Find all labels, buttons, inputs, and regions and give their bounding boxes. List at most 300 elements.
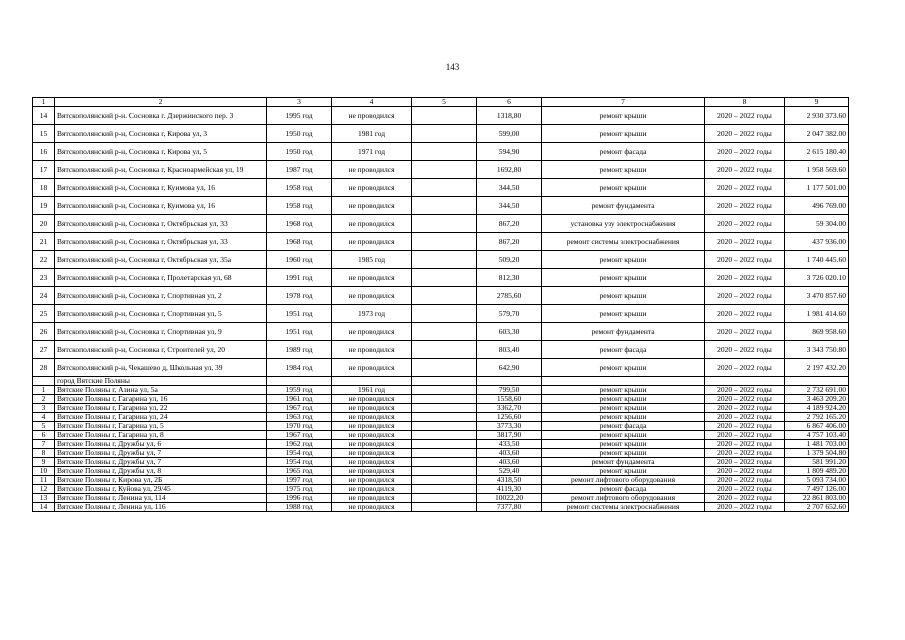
- row-number-cell: 12: [33, 485, 55, 494]
- cost-cell: 1 958 569.60: [785, 161, 849, 179]
- section-row: [33, 377, 849, 386]
- area-cell: 799,50: [477, 386, 542, 395]
- last-repair-cell: не проводился: [332, 467, 412, 476]
- column-5-cell: [412, 503, 477, 512]
- build-year-cell: 1995 год: [267, 107, 332, 125]
- column-5-cell: [412, 395, 477, 404]
- table-row: [33, 431, 849, 440]
- period-cell: 2020 – 2022 годы: [705, 251, 785, 269]
- address-cell: Вятскополянский р-н, Сосновка г, Пролетарская ул, 68: [55, 269, 267, 287]
- cost-cell: 3 726 020.10: [785, 269, 849, 287]
- address-cell: Вятские Поляны г, Кирова ул, 2Б: [55, 476, 267, 485]
- work-type-cell: ремонт крыши: [542, 440, 705, 449]
- table-row: [33, 107, 849, 125]
- address-cell: Вятские Поляны г, Дружбы ул, 7: [55, 458, 267, 467]
- area-cell: 579,70: [477, 305, 542, 323]
- build-year-cell: 1950 год: [267, 143, 332, 161]
- row-number-cell: 3: [33, 404, 55, 413]
- table-row: [33, 341, 849, 359]
- last-repair-cell: не проводился: [332, 341, 412, 359]
- area-cell: 7377,80: [477, 503, 542, 512]
- period-cell: 2020 – 2022 годы: [705, 233, 785, 251]
- table-row: [33, 215, 849, 233]
- row-number-cell: 15: [33, 125, 55, 143]
- period-cell: 2020 – 2022 годы: [705, 494, 785, 503]
- build-year-cell: 1968 год: [267, 215, 332, 233]
- period-cell: 2020 – 2022 годы: [705, 143, 785, 161]
- last-repair-cell: не проводился: [332, 215, 412, 233]
- table-row: [33, 422, 849, 431]
- last-repair-cell: 1985 год: [332, 251, 412, 269]
- cost-cell: 22 861 803.00: [785, 494, 849, 503]
- column-5-cell: [412, 449, 477, 458]
- last-repair-cell: не проводился: [332, 440, 412, 449]
- area-cell: 3817,90: [477, 431, 542, 440]
- row-number-cell: 28: [33, 359, 55, 377]
- build-year-cell: 1951 год: [267, 323, 332, 341]
- row-number-cell: 26: [33, 323, 55, 341]
- address-cell: Вятские Поляны г, Дружбы ул, 8: [55, 467, 267, 476]
- build-year-cell: 1967 год: [267, 431, 332, 440]
- address-cell: Вятскополянский р-н, Сосновка г, Спортивная ул, 9: [55, 323, 267, 341]
- work-type-cell: ремонт крыши: [542, 179, 705, 197]
- build-year-cell: 1958 год: [267, 197, 332, 215]
- cost-cell: 2 792 165.20: [785, 413, 849, 422]
- last-repair-cell: не проводился: [332, 233, 412, 251]
- section-spacer-cell: [33, 377, 55, 386]
- area-cell: 4318,50: [477, 476, 542, 485]
- address-cell: Вятские Поляны г, Гагарина ул, 16: [55, 395, 267, 404]
- section-empty-cell: [412, 377, 477, 386]
- period-cell: 2020 – 2022 годы: [705, 440, 785, 449]
- period-cell: 2020 – 2022 годы: [705, 422, 785, 431]
- build-year-cell: 1959 год: [267, 386, 332, 395]
- build-year-cell: 1954 год: [267, 449, 332, 458]
- table-row: [33, 305, 849, 323]
- period-cell: 2020 – 2022 годы: [705, 359, 785, 377]
- build-year-cell: 1978 год: [267, 287, 332, 305]
- cost-cell: 869 958.60: [785, 323, 849, 341]
- area-cell: 403,60: [477, 449, 542, 458]
- cost-cell: 3 470 857.60: [785, 287, 849, 305]
- area-cell: 642,90: [477, 359, 542, 377]
- cost-cell: 437 936.00: [785, 233, 849, 251]
- row-number-cell: 20: [33, 215, 55, 233]
- address-cell: Вятские Поляны г, Ленина ул, 114: [55, 494, 267, 503]
- build-year-cell: 1967 год: [267, 404, 332, 413]
- column-5-cell: [412, 107, 477, 125]
- address-cell: Вятские Поляны г, Гагарина ул, 8: [55, 431, 267, 440]
- last-repair-cell: не проводился: [332, 449, 412, 458]
- period-cell: 2020 – 2022 годы: [705, 215, 785, 233]
- build-year-cell: 1989 год: [267, 341, 332, 359]
- table-row: [33, 287, 849, 305]
- build-year-cell: 1965 год: [267, 467, 332, 476]
- header-cell: 6: [477, 98, 542, 107]
- last-repair-cell: не проводился: [332, 404, 412, 413]
- build-year-cell: 1951 год: [267, 305, 332, 323]
- work-type-cell: ремонт крыши: [542, 305, 705, 323]
- row-number-cell: 4: [33, 413, 55, 422]
- column-5-cell: [412, 233, 477, 251]
- cost-cell: 581 991.20: [785, 458, 849, 467]
- build-year-cell: 1984 год: [267, 359, 332, 377]
- work-type-cell: ремонт крыши: [542, 449, 705, 458]
- build-year-cell: 1987 год: [267, 161, 332, 179]
- period-cell: 2020 – 2022 годы: [705, 395, 785, 404]
- cost-cell: 1 809 489.20: [785, 467, 849, 476]
- column-5-cell: [412, 458, 477, 467]
- row-number-cell: 13: [33, 494, 55, 503]
- table-row: [33, 179, 849, 197]
- last-repair-cell: не проводился: [332, 413, 412, 422]
- address-cell: Вятскополянский р-н, Сосновка г, Строителей ул, 20: [55, 341, 267, 359]
- area-cell: 3362,70: [477, 404, 542, 413]
- last-repair-cell: не проводился: [332, 485, 412, 494]
- cost-cell: 2 707 652.60: [785, 503, 849, 512]
- column-5-cell: [412, 215, 477, 233]
- table-row: [33, 386, 849, 395]
- column-5-cell: [412, 143, 477, 161]
- row-number-cell: 27: [33, 341, 55, 359]
- section-empty-cell: [332, 377, 412, 386]
- address-cell: Вятские Поляны г, Дружбы ул, 7: [55, 449, 267, 458]
- area-cell: 1256,60: [477, 413, 542, 422]
- work-type-cell: ремонт крыши: [542, 107, 705, 125]
- address-cell: Вятские Поляны г, Гагарина ул, 24: [55, 413, 267, 422]
- area-cell: 599,00: [477, 125, 542, 143]
- row-number-cell: 11: [33, 476, 55, 485]
- period-cell: 2020 – 2022 годы: [705, 179, 785, 197]
- period-cell: 2020 – 2022 годы: [705, 341, 785, 359]
- row-number-cell: 14: [33, 503, 55, 512]
- column-5-cell: [412, 161, 477, 179]
- last-repair-cell: не проводился: [332, 323, 412, 341]
- build-year-cell: 1954 год: [267, 458, 332, 467]
- column-5-cell: [412, 431, 477, 440]
- address-cell: Вятские Поляны г, Ленина ул, 116: [55, 503, 267, 512]
- work-type-cell: ремонт крыши: [542, 269, 705, 287]
- column-5-cell: [412, 440, 477, 449]
- address-cell: Вятскополянский р-н, Чекашево д, Школьная ул, 39: [55, 359, 267, 377]
- period-cell: 2020 – 2022 годы: [705, 197, 785, 215]
- address-cell: Вятскополянский р-н, Сосновка г, Октябрьская ул, 35а: [55, 251, 267, 269]
- period-cell: 2020 – 2022 годы: [705, 269, 785, 287]
- column-5-cell: [412, 269, 477, 287]
- build-year-cell: 1950 год: [267, 125, 332, 143]
- period-cell: 2020 – 2022 годы: [705, 431, 785, 440]
- row-number-cell: 21: [33, 233, 55, 251]
- last-repair-cell: не проводился: [332, 422, 412, 431]
- row-number-cell: 7: [33, 440, 55, 449]
- last-repair-cell: не проводился: [332, 107, 412, 125]
- column-5-cell: [412, 287, 477, 305]
- area-cell: 1558,60: [477, 395, 542, 404]
- area-cell: 1318,80: [477, 107, 542, 125]
- table-row: [33, 503, 849, 512]
- address-cell: Вятскополянский р-н, Сосновка г, Спортивная ул, 5: [55, 305, 267, 323]
- build-year-cell: 1968 год: [267, 233, 332, 251]
- cost-cell: 1 981 414.60: [785, 305, 849, 323]
- area-cell: 344,50: [477, 197, 542, 215]
- work-type-cell: ремонт лифтового оборудования: [542, 476, 705, 485]
- column-5-cell: [412, 323, 477, 341]
- cost-cell: 7 497 126.00: [785, 485, 849, 494]
- table-row: [33, 143, 849, 161]
- area-cell: 529,40: [477, 467, 542, 476]
- row-number-cell: 22: [33, 251, 55, 269]
- work-type-cell: ремонт фасада: [542, 341, 705, 359]
- work-type-cell: ремонт крыши: [542, 125, 705, 143]
- address-cell: Вятские Поляны г, Куйова ул, 29/45: [55, 485, 267, 494]
- work-type-cell: ремонт крыши: [542, 161, 705, 179]
- page-number: 143: [445, 62, 460, 72]
- period-cell: 2020 – 2022 годы: [705, 467, 785, 476]
- address-cell: Вятскополянский р-н, Сосновка г, Куимова ул, 16: [55, 179, 267, 197]
- cost-cell: 1 177 501.00: [785, 179, 849, 197]
- last-repair-cell: не проводился: [332, 161, 412, 179]
- address-cell: Вятскополянский р-н. Сосновка г. Дзержинского пер. 3: [55, 107, 267, 125]
- build-year-cell: 1996 год: [267, 494, 332, 503]
- capital-repair-table: [32, 97, 849, 512]
- header-cell: 8: [705, 98, 785, 107]
- cost-cell: 1 740 445.60: [785, 251, 849, 269]
- table-row: [33, 233, 849, 251]
- period-cell: 2020 – 2022 годы: [705, 458, 785, 467]
- period-cell: 2020 – 2022 годы: [705, 386, 785, 395]
- cost-cell: 59 304.00: [785, 215, 849, 233]
- column-5-cell: [412, 125, 477, 143]
- cost-cell: 4 757 103.40: [785, 431, 849, 440]
- header-cell: 2: [55, 98, 267, 107]
- work-type-cell: ремонт фасада: [542, 143, 705, 161]
- section-empty-cell: [785, 377, 849, 386]
- cost-cell: 4 189 924.20: [785, 404, 849, 413]
- section-empty-cell: [705, 377, 785, 386]
- work-type-cell: ремонт крыши: [542, 287, 705, 305]
- last-repair-cell: не проводился: [332, 476, 412, 485]
- column-5-cell: [412, 341, 477, 359]
- header-cell: 9: [785, 98, 849, 107]
- row-number-cell: 23: [33, 269, 55, 287]
- cost-cell: 496 769.00: [785, 197, 849, 215]
- period-cell: 2020 – 2022 годы: [705, 449, 785, 458]
- work-type-cell: установка узу электроснабжения: [542, 215, 705, 233]
- last-repair-cell: 1971 год: [332, 143, 412, 161]
- table-row: [33, 125, 849, 143]
- last-repair-cell: не проводился: [332, 287, 412, 305]
- row-number-cell: 10: [33, 467, 55, 476]
- table-row: [33, 359, 849, 377]
- column-5-cell: [412, 179, 477, 197]
- table-row: [33, 440, 849, 449]
- section-empty-cell: [477, 377, 542, 386]
- table-row: [33, 476, 849, 485]
- address-cell: Вятскополянский р-н, Сосновка г, Кирова ул, 5: [55, 143, 267, 161]
- area-cell: 10022,20: [477, 494, 542, 503]
- cost-cell: 2 930 373.60: [785, 107, 849, 125]
- area-cell: 1692,80: [477, 161, 542, 179]
- work-type-cell: ремонт фундамента: [542, 458, 705, 467]
- address-cell: Вятскополянский р-н, Сосновка г, Красноармейская ул, 19: [55, 161, 267, 179]
- area-cell: 403,60: [477, 458, 542, 467]
- row-number-cell: 18: [33, 179, 55, 197]
- cost-cell: 2 732 691.00: [785, 386, 849, 395]
- area-cell: 603,30: [477, 323, 542, 341]
- table-row: [33, 404, 849, 413]
- header-cell: 3: [267, 98, 332, 107]
- cost-cell: 2 047 382.00: [785, 125, 849, 143]
- last-repair-cell: не проводился: [332, 494, 412, 503]
- header-cell: 4: [332, 98, 412, 107]
- area-cell: 867,20: [477, 233, 542, 251]
- row-number-cell: 19: [33, 197, 55, 215]
- area-cell: 3773,30: [477, 422, 542, 431]
- work-type-cell: ремонт крыши: [542, 431, 705, 440]
- period-cell: 2020 – 2022 годы: [705, 287, 785, 305]
- row-number-cell: 24: [33, 287, 55, 305]
- address-cell: Вятские Поляны г, Дружбы ул, 6: [55, 440, 267, 449]
- area-cell: 344,50: [477, 179, 542, 197]
- last-repair-cell: 1973 год: [332, 305, 412, 323]
- row-number-cell: 8: [33, 449, 55, 458]
- work-type-cell: ремонт крыши: [542, 359, 705, 377]
- header-cell: 1: [33, 98, 55, 107]
- period-cell: 2020 – 2022 годы: [705, 125, 785, 143]
- area-cell: 812,30: [477, 269, 542, 287]
- table-body: [33, 98, 849, 512]
- address-cell: Вятские Поляны г, Азина ул, 5а: [55, 386, 267, 395]
- period-cell: 2020 – 2022 годы: [705, 503, 785, 512]
- table-row: [33, 494, 849, 503]
- cost-cell: 1 379 504.80: [785, 449, 849, 458]
- build-year-cell: 1997 год: [267, 476, 332, 485]
- build-year-cell: 1988 год: [267, 503, 332, 512]
- build-year-cell: 1958 год: [267, 179, 332, 197]
- last-repair-cell: 1961 год: [332, 386, 412, 395]
- work-type-cell: ремонт фасада: [542, 422, 705, 431]
- section-empty-cell: [267, 377, 332, 386]
- last-repair-cell: 1981 год: [332, 125, 412, 143]
- row-number-cell: 5: [33, 422, 55, 431]
- work-type-cell: ремонт крыши: [542, 251, 705, 269]
- build-year-cell: 1960 год: [267, 251, 332, 269]
- cost-cell: 1 481 703.00: [785, 440, 849, 449]
- address-cell: Вятскополянский р-н, Сосновка г, Октябрьская ул, 33: [55, 215, 267, 233]
- table-row: [33, 251, 849, 269]
- table-row: [33, 485, 849, 494]
- area-cell: 594,90: [477, 143, 542, 161]
- last-repair-cell: не проводился: [332, 431, 412, 440]
- column-5-cell: [412, 305, 477, 323]
- row-number-cell: 17: [33, 161, 55, 179]
- area-cell: 2785,60: [477, 287, 542, 305]
- row-number-cell: 25: [33, 305, 55, 323]
- area-cell: 803,40: [477, 341, 542, 359]
- section-empty-cell: [542, 377, 705, 386]
- area-cell: 4119,30: [477, 485, 542, 494]
- row-number-cell: 16: [33, 143, 55, 161]
- period-cell: 2020 – 2022 годы: [705, 476, 785, 485]
- header-cell: 5: [412, 98, 477, 107]
- period-cell: 2020 – 2022 годы: [705, 413, 785, 422]
- work-type-cell: ремонт системы электроснабжения: [542, 233, 705, 251]
- table-row: [33, 413, 849, 422]
- cost-cell: 5 093 734.00: [785, 476, 849, 485]
- work-type-cell: ремонт системы электроснабжения: [542, 503, 705, 512]
- build-year-cell: 1991 год: [267, 269, 332, 287]
- address-cell: Вятские Поляны г, Гагарина ул, 22: [55, 404, 267, 413]
- work-type-cell: ремонт крыши: [542, 413, 705, 422]
- period-cell: 2020 – 2022 годы: [705, 485, 785, 494]
- table-row: [33, 269, 849, 287]
- column-5-cell: [412, 251, 477, 269]
- address-cell: Вятскополянский р-н, Сосновка г, Кирова ул, 3: [55, 125, 267, 143]
- work-type-cell: ремонт фасада: [542, 485, 705, 494]
- column-5-cell: [412, 467, 477, 476]
- last-repair-cell: не проводился: [332, 269, 412, 287]
- period-cell: 2020 – 2022 годы: [705, 107, 785, 125]
- column-5-cell: [412, 476, 477, 485]
- address-cell: Вятскополянский р-н, Сосновка г, Октябрьская ул, 33: [55, 233, 267, 251]
- cost-cell: 2 197 432.20: [785, 359, 849, 377]
- table-row: [33, 458, 849, 467]
- column-5-cell: [412, 494, 477, 503]
- table-row: [33, 395, 849, 404]
- period-cell: 2020 – 2022 годы: [705, 161, 785, 179]
- build-year-cell: 1970 год: [267, 422, 332, 431]
- last-repair-cell: не проводился: [332, 179, 412, 197]
- last-repair-cell: не проводился: [332, 503, 412, 512]
- column-5-cell: [412, 485, 477, 494]
- address-cell: Вятскополянский р-н, Сосновка г, Куимова ул, 16: [55, 197, 267, 215]
- last-repair-cell: не проводился: [332, 458, 412, 467]
- section-title: город Вятские Поляны: [55, 377, 267, 386]
- column-5-cell: [412, 422, 477, 431]
- last-repair-cell: не проводился: [332, 359, 412, 377]
- work-type-cell: ремонт крыши: [542, 467, 705, 476]
- build-year-cell: 1962 год: [267, 440, 332, 449]
- table-row: [33, 197, 849, 215]
- work-type-cell: ремонт крыши: [542, 386, 705, 395]
- last-repair-cell: не проводился: [332, 395, 412, 404]
- area-cell: 867,20: [477, 215, 542, 233]
- area-cell: 509,20: [477, 251, 542, 269]
- column-5-cell: [412, 386, 477, 395]
- address-cell: Вятскополянский р-н, Сосновка г, Спортивная ул, 2: [55, 287, 267, 305]
- period-cell: 2020 – 2022 годы: [705, 404, 785, 413]
- row-number-cell: 9: [33, 458, 55, 467]
- work-type-cell: ремонт лифтового оборудования: [542, 494, 705, 503]
- work-type-cell: ремонт фундамента: [542, 323, 705, 341]
- column-5-cell: [412, 413, 477, 422]
- row-number-cell: 6: [33, 431, 55, 440]
- column-5-cell: [412, 404, 477, 413]
- work-type-cell: ремонт крыши: [542, 395, 705, 404]
- cost-cell: 2 615 180.40: [785, 143, 849, 161]
- work-type-cell: ремонт крыши: [542, 404, 705, 413]
- build-year-cell: 1963 год: [267, 413, 332, 422]
- row-number-cell: 1: [33, 386, 55, 395]
- header-row: [33, 98, 849, 107]
- table-row: [33, 161, 849, 179]
- table-row: [33, 323, 849, 341]
- cost-cell: 3 463 209.20: [785, 395, 849, 404]
- cost-cell: 3 343 750.80: [785, 341, 849, 359]
- row-number-cell: 2: [33, 395, 55, 404]
- period-cell: 2020 – 2022 годы: [705, 305, 785, 323]
- last-repair-cell: не проводился: [332, 197, 412, 215]
